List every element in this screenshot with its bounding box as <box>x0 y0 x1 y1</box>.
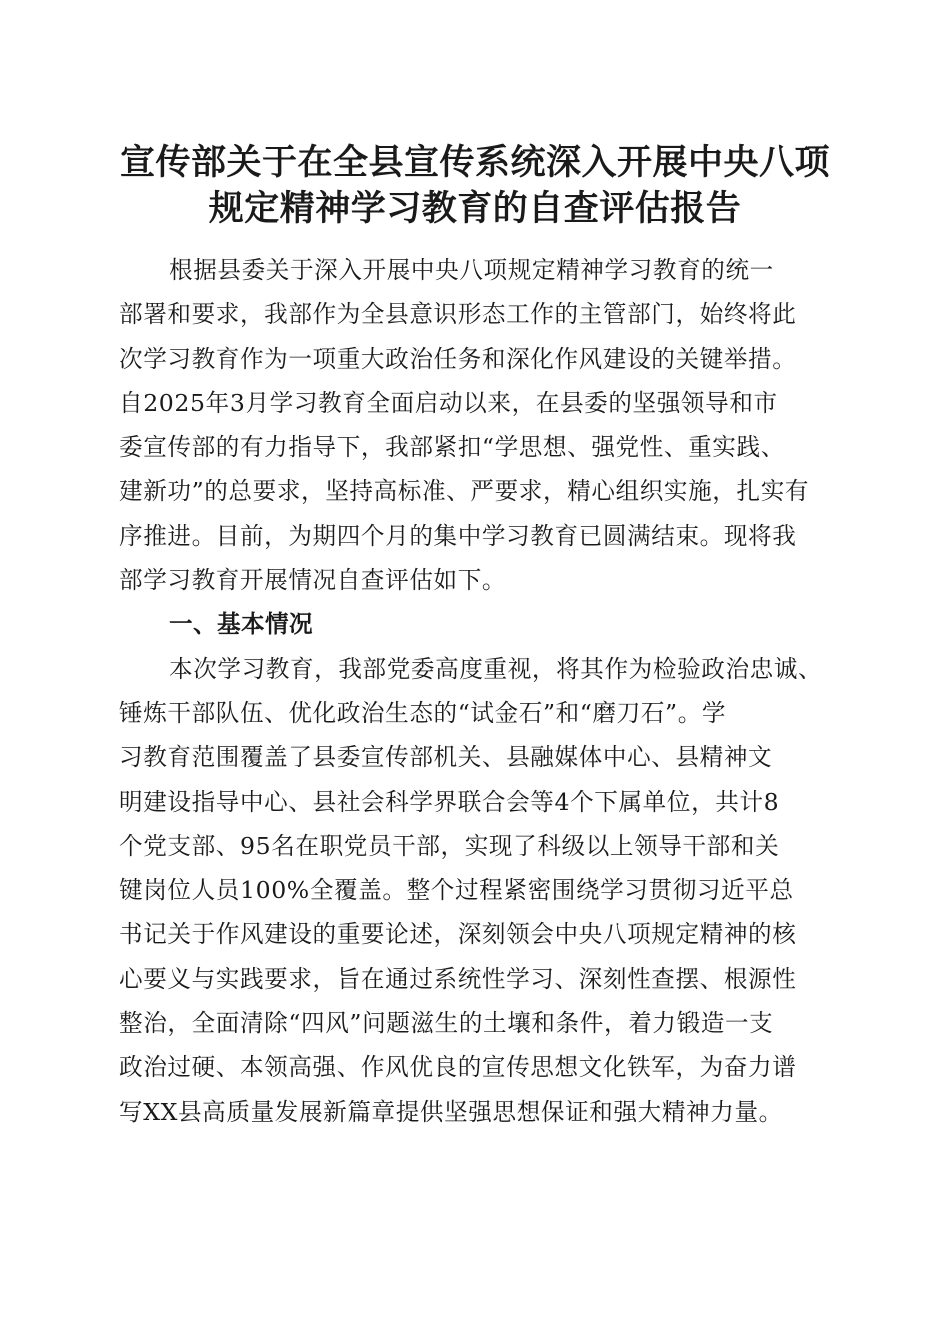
paragraph-line: 建新功”的总要求，坚持高标准、严要求，精心组织实施，扎实有 <box>119 477 810 506</box>
paragraph-line: 部学习教育开展情况自查评估如下。 <box>119 566 507 595</box>
paragraph-line: 自2025年3月学习教育全面启动以来，在县委的坚强领导和市 <box>119 388 778 417</box>
paragraph-line: 政治过硬、本领高强、作风优良的宣传思想文化铁军，为奋力谱 <box>119 1053 797 1082</box>
document-body <box>119 248 839 1134</box>
paragraph-line: 部署和要求，我部作为全县意识形态工作的主管部门，始终将此 <box>119 300 797 329</box>
paragraph-line: 次学习教育作为一项重大政治任务和深化作风建设的关键举措。 <box>119 344 797 373</box>
paragraph-basic-situation <box>119 647 839 1134</box>
paragraph-line: 键岗位人员100%全覆盖。整个过程紧密围绕学习贯彻习近平总 <box>119 876 794 905</box>
paragraph-line: 根据县委关于深入开展中央八项规定精神学习教育的统一 <box>169 256 774 284</box>
document-title <box>100 140 850 232</box>
paragraph-line: 明建设指导中心、县社会科学界联合会等4个下属单位，共计8 <box>119 787 780 816</box>
section-heading-basic-situation: 一、基本情况 <box>169 610 313 639</box>
paragraph-line: 心要义与实践要求，旨在通过系统性学习、深刻性查摆、根源性 <box>119 964 797 993</box>
paragraph-intro <box>119 248 839 602</box>
paragraph-line: 个党支部、95名在职党员干部，实现了科级以上领导干部和关 <box>119 831 780 860</box>
paragraph-line: 锤炼干部队伍、优化政治生态的“试金石”和“磨刀石”。学 <box>119 698 727 727</box>
paragraph-line: 习教育范围覆盖了县委宣传部机关、县融媒体中心、县精神文 <box>119 743 773 772</box>
paragraph-line: 本次学习教育，我部党委高度重视，将其作为检验政治忠诚、 <box>169 654 823 683</box>
document-title-line-1: 宣传部关于在全县宣传系统深入开展中央八项 <box>119 142 830 183</box>
document-title-line-2: 规定精神学习教育的自查评估报告 <box>208 188 742 229</box>
paragraph-line: 整治，全面清除“四风”问题滋生的土壤和条件，着力锻造一支 <box>119 1009 774 1038</box>
paragraph-line: 序推进。目前，为期四个月的集中学习教育已圆满结束。现将我 <box>119 521 797 550</box>
paragraph-line: 书记关于作风建设的重要论述，深刻领会中央八项规定精神的核 <box>119 920 797 949</box>
paragraph-line: 写XX县高质量发展新篇章提供坚强思想保证和强大精神力量。 <box>119 1097 783 1126</box>
paragraph-line: 委宣传部的有力指导下，我部紧扣“学思想、强党性、重实践、 <box>119 433 785 462</box>
